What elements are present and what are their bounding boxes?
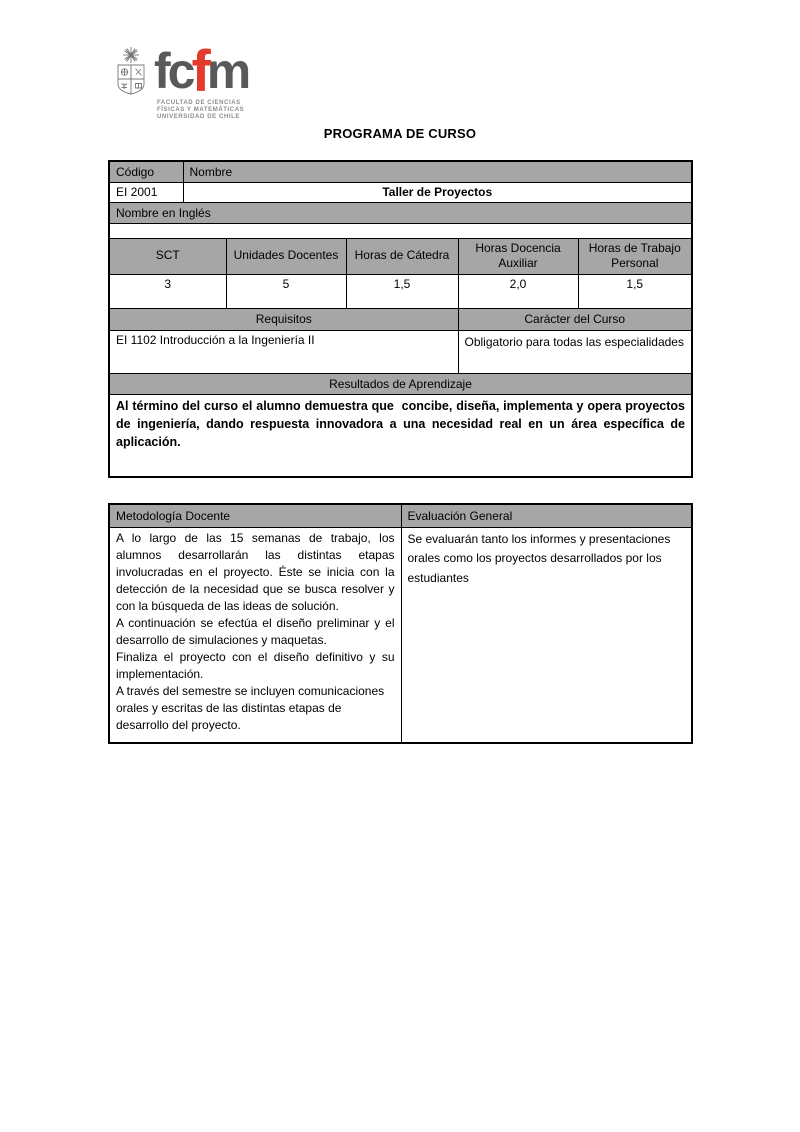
page-title: PROGRAMA DE CURSO xyxy=(323,126,477,141)
unidades-docentes-header-cell: Unidades Docentes xyxy=(226,238,346,274)
resultados-header-cell: Resultados de Aprendizaje xyxy=(109,373,692,394)
wordmark-m: m xyxy=(206,43,249,99)
caracter-value-cell: Obligatorio para todas las especialidades xyxy=(458,330,692,373)
nombre-header-cell: Nombre xyxy=(183,161,692,182)
fcfm-logo xyxy=(112,39,249,121)
resultados-value-cell xyxy=(109,394,692,477)
caracter-header-cell: Carácter del Curso xyxy=(458,308,692,330)
horas-trabajo-personal-value-cell: 1,5 xyxy=(578,274,692,308)
evaluacion-value-cell: Se evaluarán tanto los informes y presentaciones orales como los proyectos desarrollados por los estudiantes xyxy=(401,527,692,743)
faculty-line-1: FACULTAD DE CIENCIAS xyxy=(157,100,241,106)
metodologia-paragraph-1: A lo largo de las 15 semanas de trabajo, los alumnos desarrollarán las distintas etapas involucradas en el proyecto. Éste se inicia con la detección de la necesidad que se busca resolver y con la búsqueda de las ideas de solución. xyxy=(116,530,395,613)
learning-outcomes-text: Al término del curso el alumno demuestra que concibe, diseña, implementa y opera proyectos de ingeniería, dando respuesta innovadora a una necesidad real en un área específica de aplicación. xyxy=(116,398,689,449)
requisitos-header-cell: Requisitos xyxy=(109,308,458,330)
codigo-header-cell: Código xyxy=(109,161,183,182)
unidades-docentes-value-cell: 5 xyxy=(226,274,346,308)
metodologia-value-cell xyxy=(109,527,401,743)
codigo-value-cell: EI 2001 xyxy=(109,182,183,202)
wordmark-fc: fc xyxy=(154,43,193,99)
wordmark-red-f: f xyxy=(191,39,208,104)
evaluacion-header-cell: Evaluación General xyxy=(401,504,692,527)
metodologia-paragraph-3: Finaliza el proyecto con el diseño definitivo y su implementación. xyxy=(116,649,395,681)
sct-header-cell: SCT xyxy=(109,238,226,274)
metodologia-paragraph-4: A través del semestre se incluyen comunicaciones orales y escritas de las distintas etapas de desarrollo del proyecto. xyxy=(116,683,385,732)
methodology-evaluation-table xyxy=(108,503,693,744)
horas-docencia-auxiliar-value-cell: 2,0 xyxy=(458,274,578,308)
university-crest-icon xyxy=(112,46,150,98)
faculty-line-3: UNIVERSIDAD DE CHILE xyxy=(157,113,241,120)
horas-trabajo-personal-header-cell: Horas de Trabajo Personal xyxy=(578,238,692,274)
faculty-line-2: FÍSICAS Y MATEMÁTICAS xyxy=(157,106,245,113)
logo-text-block xyxy=(154,39,249,121)
metodologia-header-cell: Metodología Docente xyxy=(109,504,401,527)
nombre-ingles-value-cell xyxy=(109,223,692,238)
horas-docencia-auxiliar-header-cell: Horas Docencia Auxiliar xyxy=(458,238,578,274)
nombre-ingles-header-cell: Nombre en Inglés xyxy=(109,202,692,223)
course-info-table xyxy=(108,160,693,478)
metodologia-paragraph-2: A continuación se efectúa el diseño preliminar y el desarrollo de simulaciones y maquetas. xyxy=(116,615,395,647)
nombre-value-cell: Taller de Proyectos xyxy=(183,182,692,202)
horas-catedra-value-cell: 1,5 xyxy=(346,274,458,308)
requisitos-value-cell: EI 1102 Introducción a la Ingeniería II xyxy=(109,330,458,373)
sct-value-cell: 3 xyxy=(109,274,226,308)
horas-catedra-header-cell: Horas de Cátedra xyxy=(346,238,458,274)
